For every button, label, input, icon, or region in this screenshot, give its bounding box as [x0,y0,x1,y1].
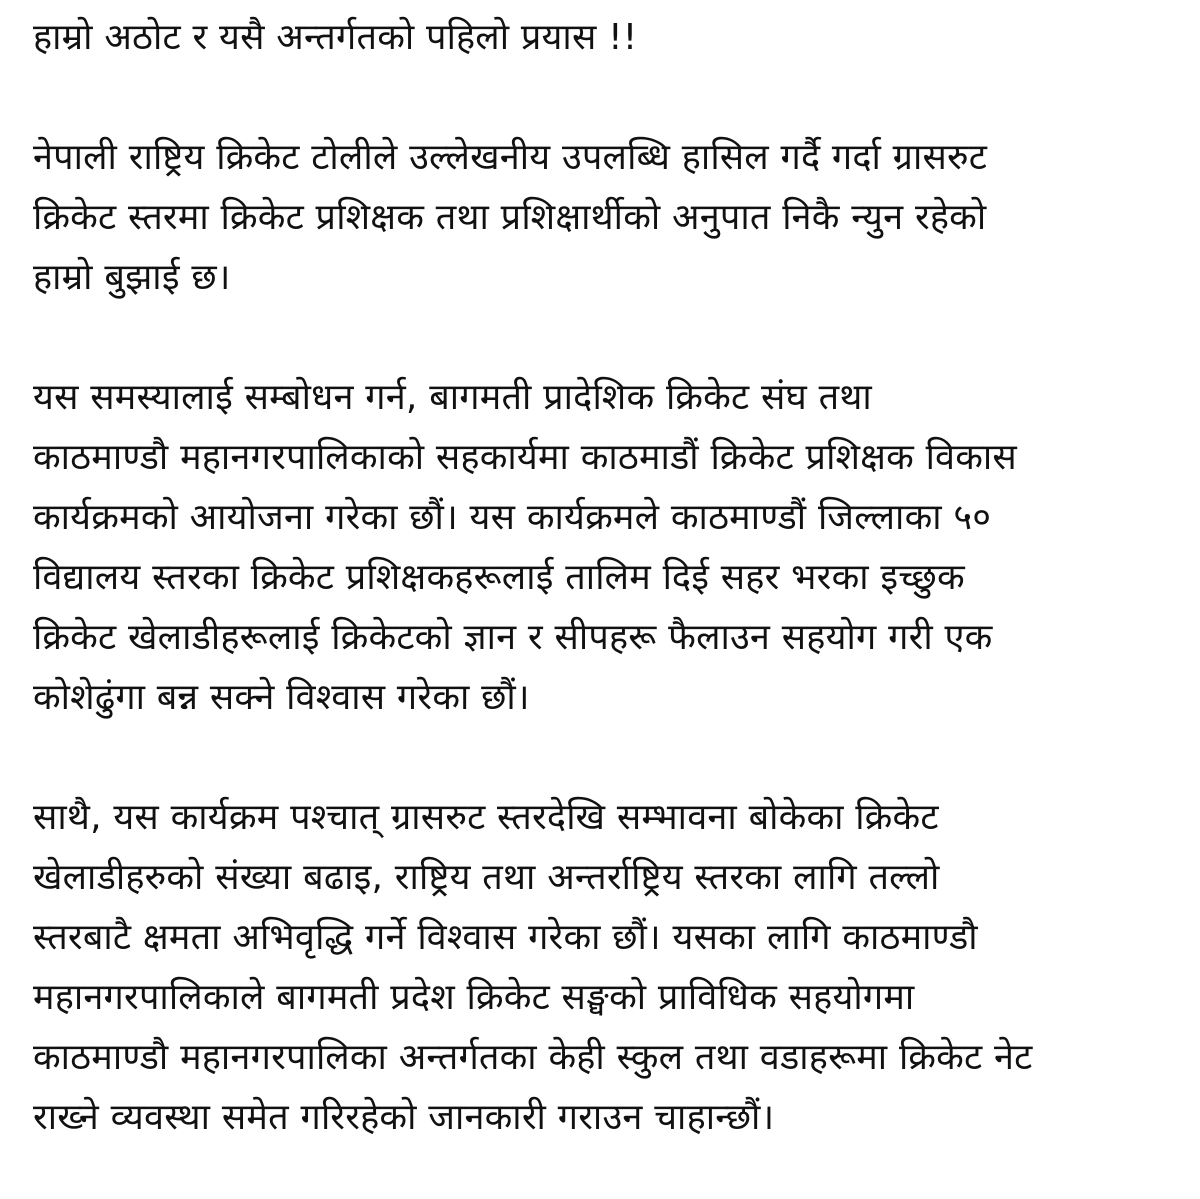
paragraph-1-line-3: हाम्रो बुझाई छ। [33,257,231,298]
paragraph-2-line-5: क्रिकेट खेलाडीहरूलाई क्रिकेटको ज्ञान र सीपहरू फैलाउन सहयोग गरी एक [33,617,993,658]
heading: हाम्रो अठोट र यसै अन्तर्गतको पहिलो प्रयास !! [33,17,638,58]
paragraph-2-line-1: यस समस्यालाई सम्बोधन गर्न, बागमती प्रादेशिक क्रिकेट संघ तथा [33,377,872,418]
paragraph-1 [33,128,1183,308]
paragraph-spacer [33,68,1183,128]
paragraph-2-line-4: विद्यालय स्तरका क्रिकेट प्रशिक्षकहरूलाई तालिम दिई सहर भरका इच्छुक [33,557,965,598]
paragraph-2-line-2: काठमाण्डौ महानगरपालिकाको सहकार्यमा काठमाडौं क्रिकेट प्रशिक्षक विकास [33,437,1017,478]
paragraph-3 [33,788,1183,1148]
paragraph-3-line-2: खेलाडीहरुको संख्या बढाइ, राष्ट्रिय तथा अन्तर्राष्ट्रिय स्तरका लागि तल्लो [33,857,940,898]
paragraph-2-line-3: कार्यक्रमको आयोजना गरेका छौं। यस कार्यक्रमले काठमाण्डौं जिल्लाका ५० [33,497,992,538]
document-body [33,8,1183,1148]
paragraph-1-line-2: क्रिकेट स्तरमा क्रिकेट प्रशिक्षक तथा प्रशिक्षार्थीको अनुपात निकै न्युन रहेको [33,197,987,238]
paragraph-2-line-6: कोशेढुंगा बन्न सक्ने विश्वास गरेका छौं। [33,677,530,718]
paragraph-3-line-5: काठमाण्डौ महानगरपालिका अन्तर्गतका केही स्कुल तथा वडाहरूमा क्रिकेट नेट [33,1037,1033,1078]
paragraph-2 [33,368,1183,728]
paragraph-3-line-1: साथै, यस कार्यक्रम पश्चात् ग्रासरुट स्तरदेखि सम्भावना बोकेका क्रिकेट [33,797,939,838]
paragraph-1-line-1: नेपाली राष्ट्रिय क्रिकेट टोलीले उल्लेखनीय उपलब्धि हासिल गर्दै गर्दा ग्रासरुट [33,137,988,178]
paragraph-3-line-4: महानगरपालिकाले बागमती प्रदेश क्रिकेट सङ्घको प्राविधिक सहयोगमा [33,977,915,1018]
paragraph-spacer [33,728,1183,788]
paragraph-3-line-3: स्तरबाटै क्षमता अभिवृद्धि गर्ने विश्वास गरेका छौं। यसका लागि काठमाण्डौ [33,917,978,958]
paragraph-spacer [33,308,1183,368]
paragraph-3-line-6: राख्ने व्यवस्था समेत गरिरहेको जानकारी गराउन चाहान्छौं। [33,1097,775,1138]
